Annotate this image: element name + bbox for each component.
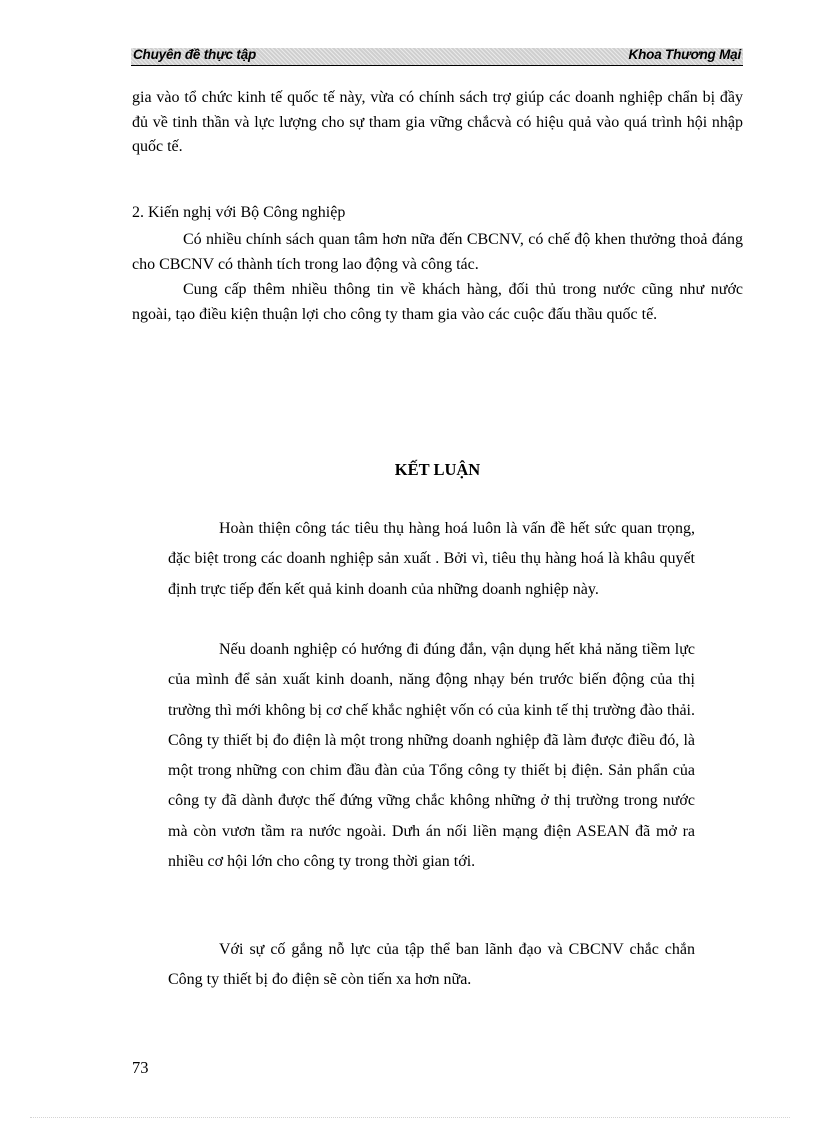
conclusion-paragraph-2: Nếu doanh nghiệp có hướng đi đúng đắn, vận dụng hết khả năng tiềm lực của mình để sản xuất kinh doanh, năng động nhạy bén trước biến động của thị trường thì mới không bị cơ chế khắc nghiệt vốn có của kinh tế thị trường đào thải. Công ty thiết bị đo điện là một trong những doanh nghiệp đã làm được điều đó, là một trong những con chim đầu đàn của Tổng công ty thiết bị điện. Sản phẩn của công ty đã dành được thế đứng vững chắc không những ở thị trường trong nước mà còn vươn tầm ra nước ngoài. Dưh án nối liền mạng điện ASEAN đã mở ra nhiều cơ hội lớn cho công ty trong thời gian tới. — [168, 641, 695, 871]
footer-divider — [30, 1117, 790, 1118]
conclusion-paragraph-1: Hoàn thiện công tác tiêu thụ hàng hoá luôn là vấn đề hết sức quan trọng, đặc biệt trong các doanh nghiệp sản xuất . Bởi vì, tiêu thụ hàng hoá là khâu quyết định trực tiếp đến kết quả kinh doanh của những doanh nghiệp này. — [168, 520, 695, 598]
header-right-text: Khoa Thương Mại — [628, 47, 741, 62]
conclusion-title: KẾT LUẬN — [394, 460, 481, 479]
section-paragraph-1: Có nhiều chính sách quan tâm hơn nữa đến CBCNV, có chế độ khen thưởng thoả đáng cho CBCNV có thành tích trong lao động và công tác. — [132, 231, 743, 273]
conclusion-paragraph-3: Với sự cố gắng nỗ lực của tập thể ban lãnh đạo và CBCNV chắc chắn Công ty thiết bị đo điện sẽ còn tiến xa hơn nữa. — [168, 941, 695, 989]
page-header — [131, 48, 743, 66]
section-heading: 2. Kiến nghị với Bộ Công nghiệp — [132, 204, 346, 221]
section-paragraph-2: Cung cấp thêm nhiều thông tin về khách hàng, đối thủ trong nước cũng như nước ngoài, tạo điều kiện thuận lợi cho công ty tham gia vào các cuộc đấu thầu quốc tế. — [132, 281, 743, 323]
page-number: 73 — [132, 1058, 149, 1077]
intro-paragraph: gia vào tổ chức kinh tế quốc tế này, vừa có chính sách trợ giúp các doanh nghiệp chẩn bị đầy đủ về tinh thần và lực lượng cho sự tham gia vững chắcvà có hiệu quả vào quá trình hội nhập quốc tế. — [132, 89, 743, 155]
header-left-text: Chuyên đề thực tập — [133, 47, 257, 62]
